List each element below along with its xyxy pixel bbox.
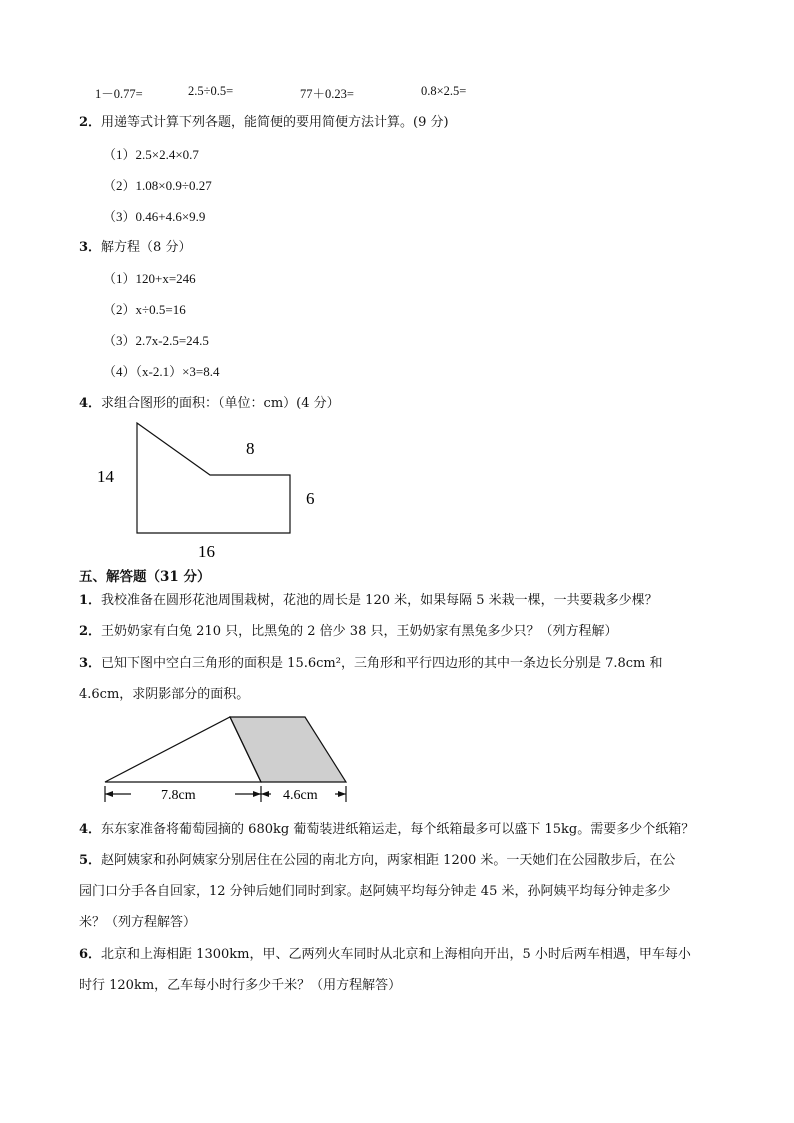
triangle-parallelogram-figure	[95, 712, 355, 808]
oral-calc-4: 0.8×2.5=	[421, 84, 467, 98]
q2-item-2: （2）1.08×0.9÷0.27	[103, 178, 212, 193]
s5-question-6-line-2: 时行 120km，乙车每小时行多少千米？（用方程解答）	[79, 978, 402, 993]
question-number: 4．	[79, 822, 102, 837]
question-number: 2．	[79, 624, 102, 639]
question-number: 5．	[79, 853, 102, 868]
label-bottom: 16	[198, 542, 215, 561]
question-text: 用递等式计算下列各题，能简便的要用简便方法计算。(9 分)	[101, 115, 449, 130]
section-5-title: 五、解答题（31 分）	[79, 569, 211, 585]
oral-calc-2: 2.5÷0.5=	[188, 84, 234, 98]
q2-item-1: （1）2.5×2.4×0.7	[103, 147, 199, 162]
q3-item-3: （3）2.7x-2.5=24.5	[103, 333, 209, 348]
label-right: 6	[306, 489, 315, 508]
q3-item-1: （1）120+x=246	[103, 271, 196, 286]
s5-question-2	[79, 624, 617, 640]
oral-calc-3: 77＋0.23=	[300, 87, 354, 101]
label-top: 8	[246, 439, 255, 458]
s5-question-6	[79, 947, 691, 963]
question-number: 1．	[79, 593, 102, 608]
question-text: 赵阿姨家和孙阿姨家分别居住在公园的南北方向，两家相距 1200 米。一天她们在公园散步后，在公	[101, 853, 676, 868]
s5-question-4	[79, 822, 694, 838]
q3-item-4: （4）（x-2.1）×3=8.4	[103, 364, 220, 379]
question-text: 东东家准备将葡萄园摘的 680kg 葡萄装进纸箱运走，每个纸箱最多可以盛下 15kg。需要多少个纸箱？	[101, 822, 695, 837]
question-2	[79, 115, 449, 131]
question-number: 2．	[79, 115, 102, 130]
question-number: 3．	[79, 656, 102, 671]
composite-figure	[90, 418, 330, 563]
question-3	[79, 240, 191, 256]
question-text: 王奶奶家有白兔 210 只，比黑兔的 2 倍少 38 只，王奶奶家有黑兔多少只？（列方程解）	[101, 624, 618, 639]
label-left: 14	[97, 467, 114, 486]
question-number: 3．	[79, 240, 102, 255]
s5-question-5-line-3: 米？（列方程解答）	[79, 915, 197, 930]
s5-question-1	[79, 593, 658, 609]
s5-question-5	[79, 853, 675, 869]
question-text: 已知下图中空白三角形的面积是 15.6cm²，三角形和平行四边形的其中一条边长分别是 7.8cm 和	[101, 656, 663, 671]
question-4	[79, 396, 340, 412]
composite-shape	[137, 423, 290, 533]
question-text: 我校准备在圆形花池周围栽树，花池的周长是 120 米，如果每隔 5 米栽一棵，一共要栽多少棵？	[101, 593, 658, 608]
dimension-arrowhead-left	[105, 791, 113, 797]
question-text: 解方程（8 分）	[101, 240, 192, 255]
label-7-8cm: 7.8cm	[161, 788, 196, 803]
q3-item-2: （2）x÷0.5=16	[103, 302, 186, 317]
oral-calc-1: 1－0.77=	[95, 87, 143, 101]
label-4-6cm: 4.6cm	[283, 788, 318, 803]
s5-question-3-line-2: 4.6cm，求阴影部分的面积。	[79, 687, 250, 702]
s5-question-5-line-2: 园门口分手各自回家，12 分钟后她们同时到家。赵阿姨平均每分钟走 45 米，孙阿姨平均每分钟走多少	[79, 884, 671, 899]
shaded-parallelogram	[230, 717, 346, 782]
dimension-arrowhead-mid-left	[253, 791, 261, 797]
question-number: 6．	[79, 947, 102, 962]
s5-question-3	[79, 656, 663, 672]
question-number: 4．	[79, 396, 102, 411]
q2-item-3: （3）0.46+4.6×9.9	[103, 209, 206, 224]
question-text: 求组合图形的面积：（单位：cm）(4 分）	[101, 396, 340, 411]
question-text: 北京和上海相距 1300km，甲、乙两列火车同时从北京和上海相向开出，5 小时后两车相遇，甲车每小	[101, 947, 691, 962]
